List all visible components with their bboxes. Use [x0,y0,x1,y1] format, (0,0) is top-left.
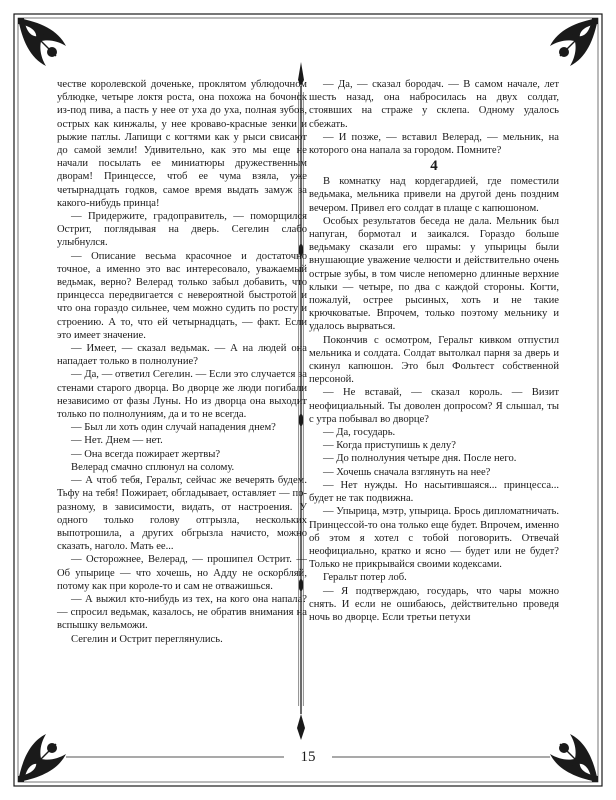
paragraph: В комнатку над кордегардией, где поместили ведьмака, мельника привели на другой день поздним вечером. Привел его солдат в плаще с капюшоном. [309,176,559,214]
paragraph: — Когда приступишь к делу? [323,440,456,452]
paragraph: — И позже, — вставил Велерад, — мельник, на которого она напала за городом. Помните? [309,131,559,157]
paragraph: — А чтоб тебя, Геральт, сейчас же вечерять будем. Тьфу на тебя! Пожирает, обгладывает, оставляет — по-разному, в зависимости, видать, от настроения. У одного только голову отгрызла, нескольких выпотрошила, а других обгрызла начисто, можно сказать, наголо. Мать ее... [57,475,307,553]
paragraph: — Нет нужды. Но насытившаяся... принцесса... будет не так подвижна. [309,479,559,505]
paragraph: — Имеет, — сказал ведьмак. — А на людей она нападает только в полнолуние? [57,343,307,368]
page-number: 15 [289,749,328,765]
paragraph: — Упырица, мэтр, упырица. Брось дипломатничать. Принцессой-то она только еще будет. Впрочем, именно об этом я хотел с тобой поговорить. Отвечай неофициально, кратко и ясно — будет или не будет? Только не прикрывайся своими кодексами. [309,506,559,571]
paragraph: — Нет. Днем — нет. [71,435,163,447]
corner-ornament-top-right [550,18,598,66]
paragraph: — Да, государь. [323,427,396,439]
paragraph: честве королевской доченьке, проклятом ублюдочном ублюдке, четыре локтя роста, она похожа на бочонок из-под пива, а пасть у нее от уха до уха, полная зубов, острых как кинжалы, у нее кроваво-красные зенки и рыжие патлы. Лапищи с когтями как у рыси свисают до самой земли! Удивительно, как это мы еще не начали посылать ее миниатюры дружественным дворам! Принцессе, чтоб ее чума взяла, уже четырнадцать годков, самое время выдать замуж за какого-нибудь принца! [57,79,307,209]
paragraph: — Не вставай, — сказал король. — Визит неофициальный. Ты доволен допросом? Я слышал, ты с утра побывал во дворце? [309,387,559,425]
paragraph: Особых результатов беседа не дала. Мельник был напуган, бормотал и заикался. Гораздо больше ведьмаку сказали его шрамы: у упырицы были внушающие уважение челюсти и действительно очень острые зубы, в том числе непомерно длинные верхние клыки — четыре, по два с каждой стороны. Когти, пожалуй, острее рысиных, хоть и не такие крючковатые. Впрочем, только поэтому мельнику и удалось вырваться. [309,215,559,333]
paragraph: — Придержите, градоправитель, — поморщился Острит, поглядывая на дверь. Сегелин слабо улыбнулся. [57,211,307,249]
paragraph: Сегелин и Острит переглянулись. [71,633,223,645]
paragraph: — До полнолуния четыре дня. После него. [323,453,517,465]
paragraph: — Осторожнее, Велерад, — прошипел Острит. — Об упырице — что хочешь, но Адду не оскорбляй, потому как при короле-то и сам не отважишься. [57,554,307,592]
left-text-column [57,78,307,646]
chapter-number: 4 [430,158,438,175]
paragraph: — Она всегда пожирает жертвы? [71,448,221,460]
paragraph: — Хочешь сначала взглянуть на нее? [323,466,491,478]
paragraph: — Да, — сказал бородач. — В самом начале, лет шесть назад, она набросилась на двух солдат, стоявших на страже у склепа. Одному удалось сбежать. [309,79,559,130]
paragraph: — А выжил кто-нибудь из тех, на кого она напала? — спросил ведьмак, казалось, не обратив внимания на вспышку вельможи. [57,593,307,632]
paragraph: Покончив с осмотром, Геральт кивком отпустил мельника и солдата. Солдат вытолкал парня за дверь и скинул капюшон. Это был Фольтест собственной персоной. [309,334,559,386]
paragraph: Геральт потер лоб. [323,572,407,584]
paragraph: — Был ли хоть один случай нападения днем? [71,422,276,434]
paragraph: — Описание весьма красочное и достаточно точное, а именно это вас интересовало, уважаемый ведьмак, верно? Велерад только забыл добавить, что принцесса передвигается с невероятной быстротой и что она гораздо сильнее, чем можно судить по росту и строению. А то, что ей четырнадцать, — факт. Если это имеет значение. [57,250,307,341]
page-number-footer [0,748,616,766]
paragraph: — Я подтверждаю, государь, что чары можно снять. И если не ошибаюсь, действительно проведя ночь во дворце. Если третьи петухи [309,585,559,623]
paragraph: Велерад смачно сплюнул на солому. [71,461,235,473]
paragraph: — Да, — ответил Сегелин. — Если это случается за стенами старого дворца. Во дворце же люди погибали независимо от фазы Луны. Но из дворца она выходит только по полнолуниям, да и то не всегда. [57,369,307,421]
right-text-column [309,78,559,624]
corner-ornament-top-left [18,18,66,66]
